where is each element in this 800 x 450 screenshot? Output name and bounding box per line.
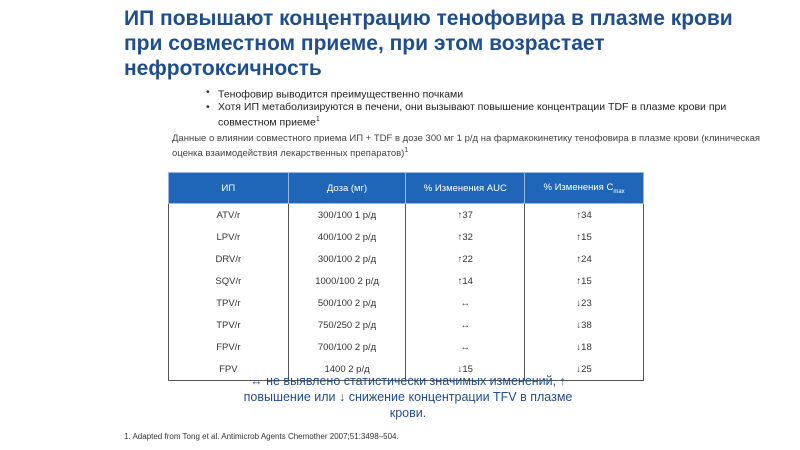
cell-dose: 750/250 2 р/д	[288, 314, 406, 336]
cell-auc: ↔	[406, 292, 525, 314]
pk-interaction-table	[168, 172, 644, 381]
header-cmax-label: % Изменения C	[543, 181, 614, 193]
table-row	[169, 204, 644, 227]
cell-pi: ATV/r	[169, 204, 289, 227]
table-header-row	[169, 173, 644, 204]
cell-cmax: ↓38	[525, 314, 644, 336]
cell-cmax: ↓18	[525, 336, 644, 358]
table-row	[169, 336, 644, 358]
header-pi: ИП	[169, 173, 289, 204]
arrow-legend: ↔ не выявлено статистически значимых изменений, ↑ повышение или ↓ снижение концентрации TFV в плазме крови.	[243, 374, 573, 420]
cell-cmax: ↓23	[525, 292, 644, 314]
table-row	[169, 248, 644, 270]
cell-dose: 700/100 2 р/д	[288, 336, 406, 358]
cell-dose: 300/100 1 р/д	[288, 204, 406, 227]
cell-auc: ↑37	[406, 204, 525, 227]
cell-auc: ↔	[406, 336, 525, 358]
cell-cmax: ↑24	[525, 248, 644, 270]
header-cmax-change	[525, 173, 644, 204]
cell-cmax: ↓25	[525, 358, 644, 381]
bullet-item	[204, 86, 764, 101]
cell-dose: 1400 2 р/д	[288, 358, 406, 381]
cell-pi: LPV/r	[169, 226, 289, 248]
cell-dose: 500/100 2 р/д	[288, 292, 406, 314]
table-caption-sup: 1	[404, 147, 409, 154]
slide-title: ИП повышают концентрацию тенофовира в плазме крови при совместном приеме, при этом возрастает нефротоксичность	[124, 7, 733, 80]
reference-footnote: 1. Adapted from Tong et al. Antimicrob Agents Chemother 2007;51:3498–504.	[124, 432, 399, 441]
cell-auc: ↓15	[406, 358, 525, 381]
cell-auc: ↑22	[406, 248, 525, 270]
bullet-list	[204, 86, 764, 129]
cell-dose: 400/100 2 р/д	[288, 226, 406, 248]
cell-pi: TPV/r	[169, 292, 289, 314]
table-row	[169, 270, 644, 292]
bullet-text: Тенофовир выводится преимущественно почками	[218, 88, 464, 101]
cell-dose: 1000/100 2 р/д	[288, 270, 406, 292]
header-auc-change: % Изменения AUC	[406, 173, 525, 204]
cell-pi: TPV/r	[169, 314, 289, 336]
cell-cmax: ↑34	[525, 204, 644, 227]
cell-auc: ↑14	[406, 270, 525, 292]
bullet-item	[204, 101, 764, 129]
cell-pi: FPV	[169, 358, 289, 381]
cell-pi: FPV/r	[169, 336, 289, 358]
table-row	[169, 226, 644, 248]
cell-pi: DRV/r	[169, 248, 289, 270]
cell-cmax: ↑15	[525, 270, 644, 292]
cell-cmax: ↑15	[525, 226, 644, 248]
bullet-text: Хотя ИП метаболизируются в печени, они вызывают повышение концентрации TDF в плазме крови при совместном приеме	[218, 101, 727, 128]
cell-auc: ↑32	[406, 226, 525, 248]
table-caption	[172, 133, 772, 160]
cell-pi: SQV/r	[169, 270, 289, 292]
table-row	[169, 292, 644, 314]
cell-auc: ↔	[406, 314, 525, 336]
table-caption-text: Данные о влиянии совместного приема ИП + TDF в дозе 300 мг 1 р/д на фармакокинетику тенофовира в плазме крови (клиническая оценка взаимодействия лекарственных препаратов)	[172, 133, 761, 160]
cell-dose: 300/100 2 р/д	[288, 248, 406, 270]
table-row	[169, 314, 644, 336]
header-cmax-sub: max	[613, 188, 625, 195]
header-dose: Доза (мг)	[288, 173, 406, 204]
bullet-reference-sup: 1	[315, 115, 320, 123]
